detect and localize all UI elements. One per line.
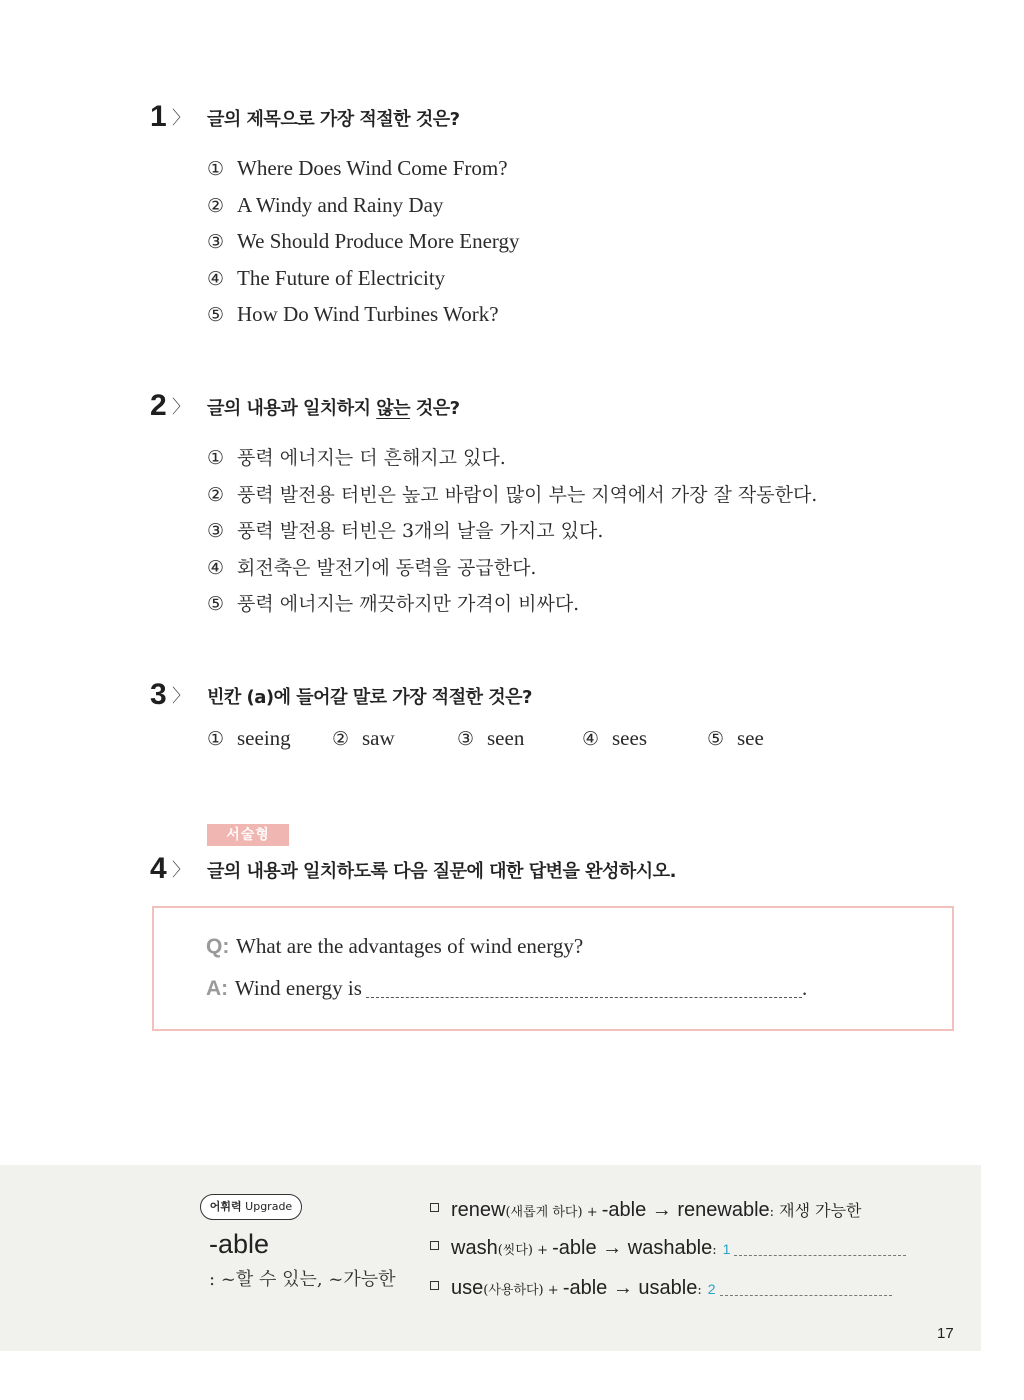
option-2[interactable] bbox=[207, 187, 520, 224]
option-2[interactable] bbox=[332, 720, 395, 757]
question-line bbox=[206, 934, 583, 959]
option-text: How Do Wind Turbines Work? bbox=[237, 302, 499, 327]
q-label: Q: bbox=[206, 935, 230, 958]
vocab-line-3 bbox=[430, 1277, 892, 1300]
vocab-gloss: (사용하다) bbox=[483, 1283, 544, 1298]
plus-sign: + bbox=[532, 1243, 553, 1258]
option-text: 풍력 발전용 터빈은 높고 바람이 많이 부는 지역에서 가장 잘 작동한다. bbox=[237, 483, 818, 506]
option-text: We Should Produce More Energy bbox=[237, 229, 520, 254]
question-text: 빈칸 (a)에 들어갈 말로 가장 적절한 것은? bbox=[207, 687, 532, 708]
option-text: seeing bbox=[237, 726, 291, 750]
vocab-gloss: (씻다) bbox=[497, 1243, 533, 1258]
option-marker: ③ bbox=[207, 520, 225, 543]
option-marker: ② bbox=[207, 194, 225, 217]
option-marker: ③ bbox=[207, 231, 225, 254]
chevron-right-icon: 〉 bbox=[172, 860, 190, 881]
vocab-upgrade-section bbox=[0, 1165, 981, 1351]
option-marker: ④ bbox=[207, 556, 225, 579]
option-5[interactable] bbox=[207, 296, 520, 333]
chevron-right-icon: 〉 bbox=[172, 108, 190, 129]
vocab-suffix: -able bbox=[552, 1237, 597, 1259]
option-marker: ⑤ bbox=[207, 593, 225, 616]
option-1[interactable] bbox=[207, 439, 817, 476]
q-text: What are the advantages of wind energy? bbox=[236, 934, 584, 958]
arrow-right-icon: → bbox=[596, 1237, 628, 1259]
question-text-start: 글의 내용과 일치하지 bbox=[207, 398, 377, 419]
option-text: 풍력 에너지는 깨끗하지만 가격이 비싸다. bbox=[237, 593, 580, 616]
vocab-meaning: 재생 가능한 bbox=[774, 1201, 862, 1220]
question-number: 2 bbox=[150, 389, 167, 422]
answer-options bbox=[207, 439, 817, 622]
answer-box bbox=[152, 906, 954, 1031]
vocab-upgrade-badge bbox=[200, 1194, 302, 1220]
answer-options bbox=[207, 150, 520, 333]
page-number: 17 bbox=[937, 1325, 954, 1342]
vocab-suffix: -able bbox=[601, 1199, 647, 1221]
vocab-line-2 bbox=[430, 1237, 906, 1260]
vocab-word: use bbox=[451, 1277, 484, 1299]
question-text-emphasis: 않는 bbox=[376, 398, 411, 419]
option-text: saw bbox=[362, 726, 395, 750]
a-end: . bbox=[801, 976, 808, 1000]
arrow-right-icon: → bbox=[646, 1199, 678, 1221]
answer-blank[interactable] bbox=[366, 979, 802, 998]
vocab-result: renewable bbox=[677, 1199, 770, 1221]
option-1[interactable] bbox=[207, 150, 520, 187]
question-text: 글의 제목으로 가장 적절한 것은? bbox=[207, 109, 460, 130]
option-2[interactable] bbox=[207, 476, 817, 513]
option-marker: ⑤ bbox=[707, 728, 725, 750]
vocab-result: usable bbox=[638, 1277, 698, 1299]
option-marker: ④ bbox=[207, 267, 225, 290]
a-text: Wind energy is bbox=[234, 976, 362, 1000]
option-text: 회전축은 발전기에 동력을 공급한다. bbox=[237, 556, 537, 579]
option-marker: ④ bbox=[582, 728, 600, 750]
a-label: A: bbox=[206, 977, 229, 1000]
vocab-colon: : bbox=[712, 1243, 717, 1258]
option-4[interactable] bbox=[207, 549, 817, 586]
option-3[interactable] bbox=[207, 223, 520, 260]
blank-number: 2 bbox=[707, 1281, 716, 1297]
question-number: 1 bbox=[150, 100, 167, 133]
option-marker: ① bbox=[207, 158, 225, 180]
checkbox-icon bbox=[430, 1203, 439, 1212]
checkbox-icon bbox=[430, 1281, 439, 1290]
arrow-right-icon: → bbox=[607, 1277, 639, 1299]
checkbox-icon bbox=[430, 1241, 439, 1250]
question-number: 4 bbox=[150, 852, 167, 885]
option-4[interactable] bbox=[207, 260, 520, 297]
option-marker: ③ bbox=[457, 728, 475, 750]
vocab-colon: : bbox=[769, 1205, 775, 1220]
plus-sign: + bbox=[582, 1205, 602, 1220]
suffix-heading: -able bbox=[209, 1229, 270, 1259]
vocab-gloss: (새롭게 하다) bbox=[505, 1205, 583, 1220]
vocab-badge-bold: 어휘력 bbox=[209, 1200, 242, 1213]
suffix-meaning: : ~할 수 있는, ~가능한 bbox=[209, 1269, 396, 1290]
vocab-blank[interactable] bbox=[734, 1241, 906, 1256]
option-3[interactable] bbox=[207, 512, 817, 549]
option-text: A Windy and Rainy Day bbox=[237, 192, 444, 217]
option-text: Where Does Wind Come From? bbox=[237, 156, 508, 180]
option-text: 풍력 발전용 터빈은 3개의 날을 가지고 있다. bbox=[237, 520, 604, 543]
blank-number: 1 bbox=[722, 1241, 731, 1257]
option-text: The Future of Electricity bbox=[237, 265, 446, 290]
vocab-result: washable bbox=[627, 1237, 713, 1259]
option-5[interactable] bbox=[707, 720, 764, 757]
answer-line bbox=[206, 976, 807, 1001]
chevron-right-icon: 〉 bbox=[172, 686, 190, 707]
chevron-right-icon: 〉 bbox=[172, 397, 190, 418]
question-text-end: 것은? bbox=[410, 398, 460, 419]
vocab-word: wash bbox=[451, 1237, 498, 1259]
plus-sign: + bbox=[543, 1283, 563, 1298]
option-text: sees bbox=[612, 726, 647, 750]
option-marker: ① bbox=[207, 728, 225, 750]
option-text: seen bbox=[487, 726, 525, 750]
vocab-badge-rest: Upgrade bbox=[241, 1200, 293, 1213]
option-5[interactable] bbox=[207, 585, 817, 622]
vocab-suffix: -able bbox=[562, 1277, 608, 1299]
question-text bbox=[207, 394, 460, 420]
question-number: 3 bbox=[150, 678, 167, 711]
vocab-colon: : bbox=[697, 1283, 702, 1298]
option-marker: ⑤ bbox=[207, 304, 225, 327]
question-text: 글의 내용과 일치하도록 다음 질문에 대한 답변을 완성하시오. bbox=[207, 861, 676, 882]
vocab-word: renew bbox=[451, 1199, 506, 1221]
option-1[interactable] bbox=[207, 720, 291, 757]
option-marker: ② bbox=[332, 728, 350, 750]
vocab-line-1 bbox=[430, 1198, 861, 1222]
essay-type-badge: 서술형 bbox=[207, 824, 289, 846]
option-text: see bbox=[737, 726, 764, 750]
option-text: 풍력 에너지는 더 흔해지고 있다. bbox=[237, 447, 506, 469]
vocab-blank[interactable] bbox=[720, 1281, 892, 1296]
option-marker: ② bbox=[207, 483, 225, 506]
option-marker: ① bbox=[207, 447, 225, 469]
option-4[interactable] bbox=[582, 720, 647, 757]
option-3[interactable] bbox=[457, 720, 524, 757]
